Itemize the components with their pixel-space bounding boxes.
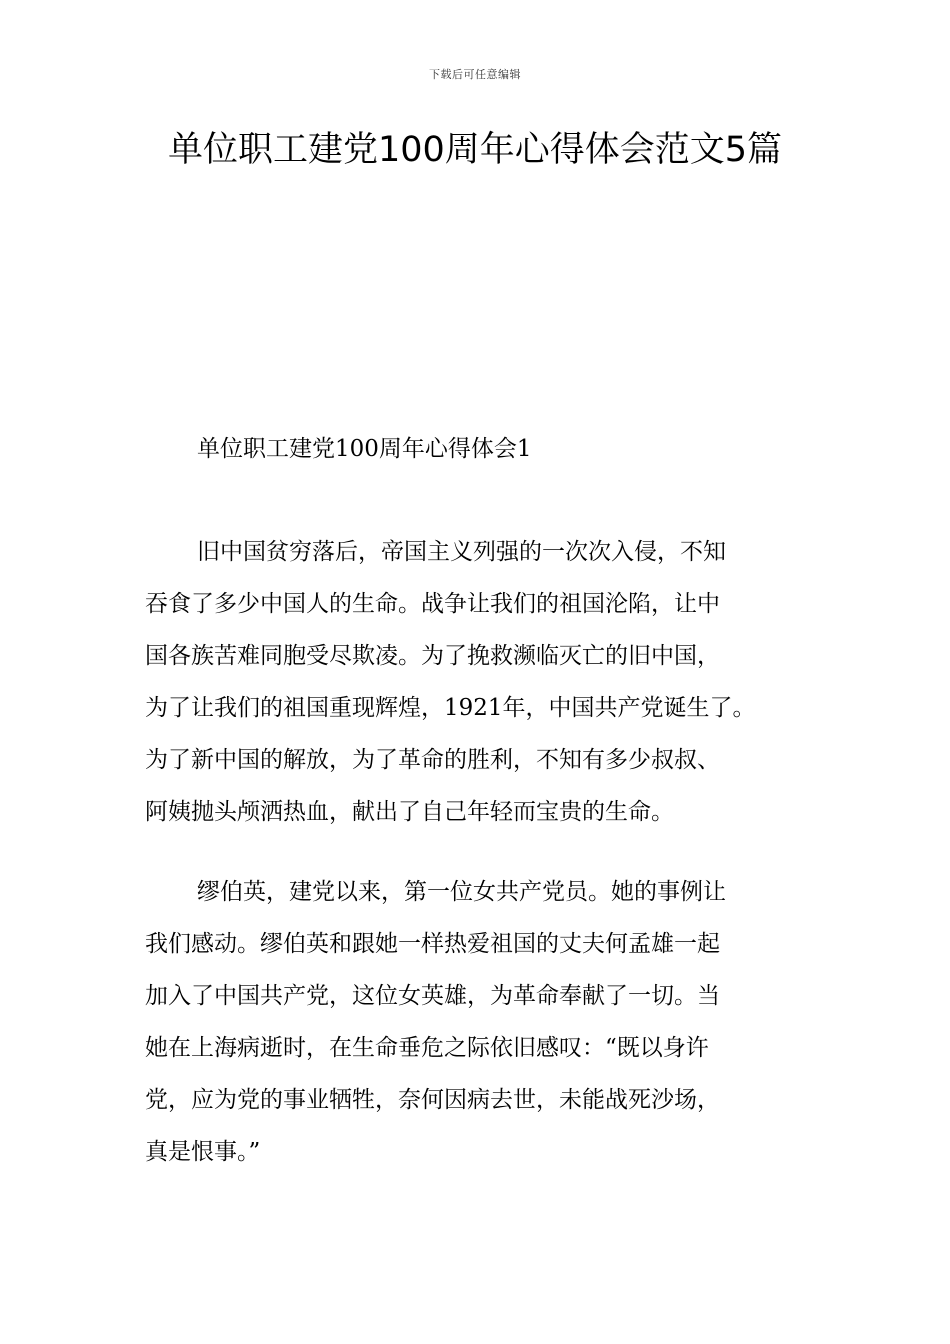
paragraph-line: 加入了中国共产党，这位女英雄，为革命奉献了一切。当 xyxy=(145,983,720,1009)
paragraph-line: 真是恨事。” xyxy=(145,1139,261,1165)
paragraph xyxy=(145,866,835,1178)
paragraph xyxy=(145,526,835,838)
section-heading: 单位职工建党100周年心得体会1 xyxy=(197,436,532,462)
paragraph-line: 她在上海病逝时，在生命垂危之际依旧感叹：“既以身许 xyxy=(145,1035,709,1061)
paragraph-line: 旧中国贫穷落后，帝国主义列强的一次次入侵，不知 xyxy=(197,539,726,565)
paragraph-line: 国各族苦难同胞受尽欺凌。为了挽救濒临灭亡的旧中国， xyxy=(145,643,720,669)
paragraph-line: 吞食了多少中国人的生命。战争让我们的祖国沦陷，让中 xyxy=(145,591,720,617)
document-title: 单位职工建党100周年心得体会范文5篇 xyxy=(167,130,783,170)
paragraph-line: 为了让我们的祖国重现辉煌，1921年，中国共产党诞生了。 xyxy=(145,695,756,721)
paragraph-line: 我们感动。缪伯英和跟她一样热爱祖国的丈夫何孟雄一起 xyxy=(145,931,720,957)
paragraph-line: 为了新中国的解放，为了革命的胜利，不知有多少叔叔、 xyxy=(145,747,720,773)
paragraph-line: 缪伯英，建党以来，第一位女共产党员。她的事例让 xyxy=(197,879,726,905)
paragraph-line: 阿姨抛头颅洒热血，献出了自己年轻而宝贵的生命。 xyxy=(145,799,674,825)
paragraph-line: 党，应为党的事业牺牲，奈何因病去世，未能战死沙场， xyxy=(145,1087,720,1113)
header-note: 下载后可任意编辑 xyxy=(429,68,521,81)
